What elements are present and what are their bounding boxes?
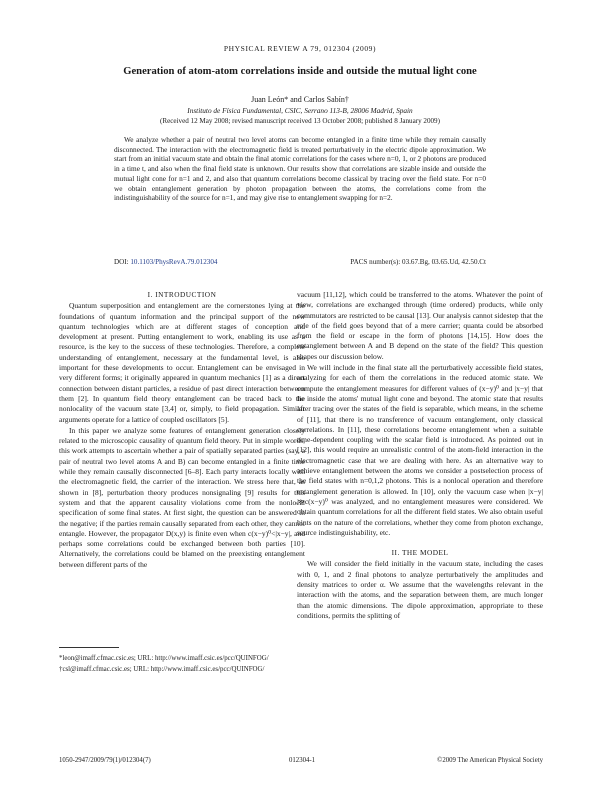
footnote: *leon@imaff.cfmac.csic.es; URL: http://www.imaff.csic.es/pcc/QUINFOG/ bbox=[59, 655, 269, 662]
article-meta bbox=[114, 258, 486, 266]
doi bbox=[114, 258, 217, 266]
affiliation: Instituto de Física Fundamental, CSIC, Serrano 113-B, 28006 Madrid, Spain bbox=[187, 106, 413, 115]
pacs-numbers: PACS number(s): 03.67.Bg, 03.65.Ud, 42.50.Ct bbox=[350, 258, 486, 266]
abstract-text: We analyze whether a pair of neutral two level atoms can become entangled in a finite time while they remain causally disconnected. The interaction with the electromagnetic field is treated perturbatively in the electric dipole approximation. We start from an initial vacuum state and obtain the final atomic correlations for the cases where n=0, 1, or 2 photons are produced in a time t, and also when the final field state is unknown. Our results show that correlations are sizable inside and outside the mutual light cone for n=1 and 2, and also that quantum correlations become classical by tracing over the field state. For n=0 we obtain entanglement generation by photon propagation between the atoms, the correlations come from the indistinguishability of the source for n=1, and may give rise to entanglement swapping for n=2. bbox=[114, 135, 486, 203]
left-column bbox=[59, 290, 305, 570]
intro-continuation: vacuum [11,12], which could be transferred to the atoms. Whatever the point of view, correlations are exchanged through (time ordered) products, while only commutators are restricted to be causal [13]. Our analysis cannot sidestep that the role of the field goes beyond that of a mere carrier; quanta could be absorbed from the field or escape in the form of photons [14,15]. How does the entanglement between A and B depend on the state of the field? This question shapes our discussion below. bbox=[297, 290, 543, 361]
intro-paragraph: In this paper we analyze some features of entanglement generation closely related to the microscopic causality of quantum field theory. Put in simple words, this work attempts to ascertain whether a pair of spatially separated parties (say, a pair of neutral two level atoms A and B) can become entangled in a finite time while they remain causally disconnected [6–8]. Each party interacts locally with the electromagnetic field, the carrier of the interaction. We stress here that, as shown in [8], perturbation theory produces nonsignaling [9] results for this system and that the apparent causality violations come from the nonlocal specification of some final states. At first sight, the question can be answered in the negative; if the parties remain causally separated from each other, they cannot entangle. However, the propagator D(x,y) is finite even when c(x−y)⁰<|x−y|, and perhaps some correlations could be exchanged between both parties [10]. Alternatively, the correlations could be blamed on the preexisting entanglement between different parts of the bbox=[59, 425, 305, 569]
footer-issn: 1050-2947/2009/79(1)/012304(7) bbox=[59, 757, 151, 764]
model-paragraph: We will consider the field initially in the vacuum state, including the cases with 0, 1, and 2 final photons to analyze perturbatively the amplitudes and density matrices to order α. We assume that the wavelengths relevant in the interaction with the atoms, and the separation between them, are much longer than the atomic dimensions. The dipole approximation, appropriate to these conditions, permits the splitting of bbox=[297, 559, 543, 620]
footnotes bbox=[59, 654, 305, 675]
section-title-model: II. THE MODEL bbox=[391, 548, 449, 558]
footer-page-number: 012304-1 bbox=[289, 757, 316, 764]
journal-header: PHYSICAL REVIEW A 79, 012304 (2009) bbox=[223, 44, 377, 53]
abstract bbox=[114, 135, 486, 203]
paper-title: Generation of atom-atom correlations inside and outside the mutual light cone bbox=[123, 66, 477, 77]
section-title-introduction: I. INTRODUCTION bbox=[147, 290, 217, 299]
footnote-rule bbox=[59, 647, 119, 648]
footer-copyright: ©2009 The American Physical Society bbox=[437, 757, 543, 764]
intro-paragraph: Quantum superposition and entanglement are the cornerstones lying at the foundations of quantum information and the principal support of the new quantum technologies which are at different stages of conception and development at present. Putting entanglement to work, enabling its use as a resource, is the key to the success of these technologies. Therefore, a complete understanding of entanglement, necessary at the fundamental level, is also important for these developments to occur. Entanglement can be envisaged in very different forms; it originally appeared in quantum mechanics [1] as a direct connection between distant particles, a residue of past direct interaction between them [2]. In quantum field theory entanglement can be traced back to the nonlocality of the vacuum state [3,4] or, simply, to field propagation. Similar arguments operate for a lattice of coupled oscillators [5]. bbox=[59, 301, 305, 424]
footnote: †csl@imaff.cfmac.csic.es; URL: http://www.imaff.csic.es/pcc/QUINFOG/ bbox=[59, 665, 265, 673]
doi-label: DOI: bbox=[114, 258, 129, 266]
right-column bbox=[297, 290, 543, 621]
authors: Juan León* and Carlos Sabín† bbox=[251, 95, 349, 104]
received-dates: (Received 12 May 2008; revised manuscript received 13 October 2008; published 8 January 2009) bbox=[160, 117, 440, 125]
intro-paragraph: We will include in the final state all the perturbatively accessible field states, analyzing for each of them the correlations in the reduced atomic state. We compute the entanglement measures for different values of (x−y)⁰ and |x−y| that lie inside the atoms' mutual light cone and beyond. The atomic state that results after tracing over the states of the field is separable, which means, in the scheme of [11], that there is no transference of vacuum entanglement, only classical correlations. In [11], these correlations become entanglement when a suitable time-dependent coupling with the scalar field is introduced. As pointed out in [12], this would require an unrealistic control of the atom-field interaction in the electromagnetic case that we are dealing with here. As an alternative way to achieve entanglement between the atoms we consider a postselection process of the field states with n=0,1,2 photons. This is a nonlocal operation and therefore entanglement generation is allowed. In [10], only the vacuum case when |x−y|≫c(x−y)⁰ was analyzed, and no entanglement measures were considered. We obtain quantum correlations for all the different field states. We also obtain useful hints on the nature of the correlations, whether they come from photon exchange, source indistinguishability, etc. bbox=[297, 363, 543, 537]
doi-link[interactable]: 10.1103/PhysRevA.79.012304 bbox=[130, 258, 218, 266]
